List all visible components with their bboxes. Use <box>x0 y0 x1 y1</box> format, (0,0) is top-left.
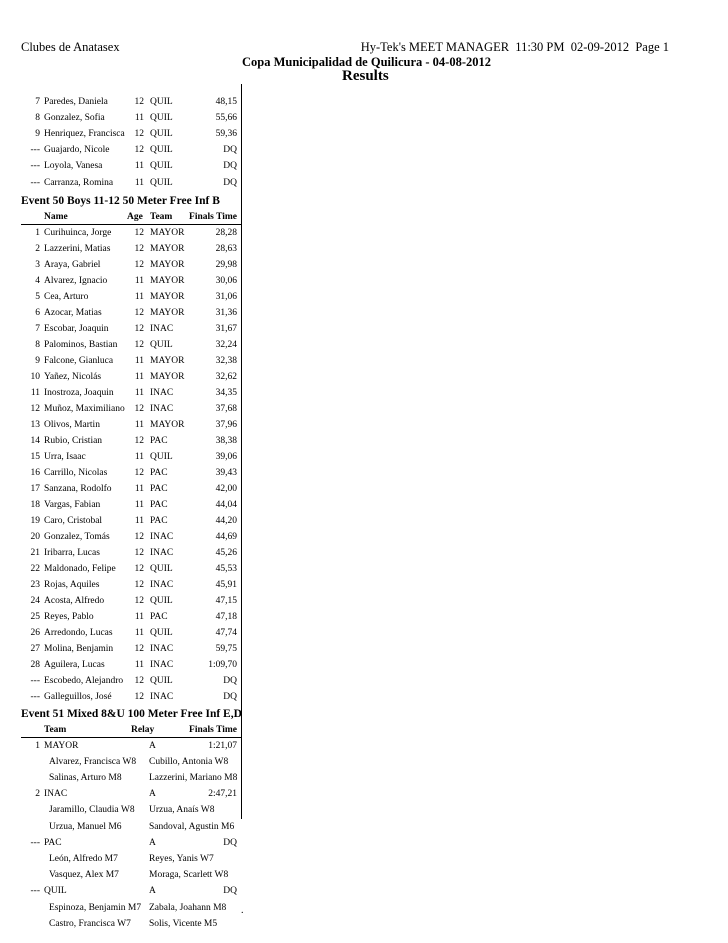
team-cell: INAC <box>150 547 174 558</box>
time-cell: DQ <box>223 145 237 156</box>
age-cell: 11 <box>134 355 144 366</box>
relay-cell: A <box>149 837 156 848</box>
time-cell: 29,98 <box>215 259 237 270</box>
place-cell: 16 <box>30 467 40 478</box>
age-cell: 11 <box>134 515 144 526</box>
time-cell: 38,38 <box>215 435 237 446</box>
age-cell: 11 <box>134 659 144 670</box>
age-cell: 12 <box>134 467 144 478</box>
time-cell: 47,74 <box>215 627 237 638</box>
swimmer-cell: Cubillo, Antonia W8 <box>149 756 229 767</box>
team-cell: MAYOR <box>150 243 185 254</box>
age-cell: 12 <box>134 579 144 590</box>
place-cell: 26 <box>30 627 40 638</box>
time-cell: 37,96 <box>215 419 237 430</box>
team-cell: PAC <box>150 515 168 526</box>
name-cell: Lazzerini, Matias <box>44 243 111 254</box>
team-cell: PAC <box>150 483 168 494</box>
footer-mark: . <box>241 905 244 916</box>
swimmer-cell: Jaramillo, Claudia W8 <box>49 805 135 816</box>
place-cell: 7 <box>35 323 40 334</box>
place-cell: 9 <box>35 129 40 140</box>
time-cell: 59,36 <box>215 129 237 140</box>
age-cell: 11 <box>134 499 144 510</box>
team-cell: MAYOR <box>150 371 185 382</box>
event-51-title: Event 51 Mixed 8&U 100 Meter Free Inf E,D <box>21 707 242 720</box>
header-relay: Relay <box>131 724 155 735</box>
place-cell: 20 <box>30 531 40 542</box>
team-cell: QUIL <box>150 563 173 574</box>
age-cell: 11 <box>134 275 144 286</box>
team-cell: QUIL <box>150 451 173 462</box>
team-cell: QUIL <box>150 595 173 606</box>
age-cell: 11 <box>134 291 144 302</box>
team-cell: MAYOR <box>150 227 185 238</box>
place-cell: 14 <box>30 435 40 446</box>
event-50-title: Event 50 Boys 11-12 50 Meter Free Inf B <box>21 194 220 207</box>
age-cell: 12 <box>134 563 144 574</box>
swimmer-cell: Lazzerini, Mariano M8 <box>149 773 238 783</box>
place-cell: --- <box>30 161 40 172</box>
age-cell: 12 <box>134 307 144 318</box>
name-cell: Caro, Cristobal <box>44 515 103 526</box>
team-cell: MAYOR <box>150 355 185 366</box>
time-cell: DQ <box>223 837 237 848</box>
header-software: Hy-Tek's MEET MANAGER 11:30 PM 02-09-2012 Page 1 <box>360 40 669 54</box>
header-age: Age <box>127 211 143 222</box>
team-cell: QUIL <box>150 145 173 156</box>
time-cell: 44,20 <box>215 515 237 526</box>
place-cell: 28 <box>30 659 40 670</box>
swimmer-cell: Moraga, Scarlett W8 <box>149 870 229 881</box>
time-cell: 1:09,70 <box>208 659 237 670</box>
time-cell: 39,43 <box>215 467 237 478</box>
team-cell: QUIL <box>150 113 173 124</box>
place-cell: 15 <box>30 451 40 462</box>
place-cell: 11 <box>30 387 40 398</box>
time-cell: 59,75 <box>215 643 237 654</box>
name-cell: Maldonado, Felipe <box>44 563 116 574</box>
time-cell: 34,35 <box>215 387 237 398</box>
name-cell: Urra, Isaac <box>44 451 86 462</box>
time-cell: DQ <box>223 691 237 702</box>
team-cell: QUIL <box>150 675 173 686</box>
age-cell: 12 <box>134 675 144 686</box>
place-cell: 12 <box>30 403 40 414</box>
age-cell: 11 <box>134 371 144 382</box>
place-cell: --- <box>30 145 40 156</box>
place-cell: 24 <box>30 595 40 606</box>
team-cell: INAC <box>150 387 174 398</box>
name-cell: Sanzana, Rodolfo <box>44 483 112 494</box>
name-cell: Arredondo, Lucas <box>44 627 113 638</box>
swimmer-cell: Alvarez, Francisca W8 <box>49 756 137 767</box>
team-cell: MAYOR <box>150 259 185 270</box>
swimmer-cell: Urzua, Manuel M6 <box>49 821 122 832</box>
swimmer-cell: Solis, Vicente M5 <box>149 918 218 929</box>
relay-cell: A <box>149 789 156 800</box>
age-cell: 12 <box>134 243 144 254</box>
swimmer-cell: Vasquez, Alex M7 <box>49 870 119 881</box>
age-cell: 11 <box>134 161 144 172</box>
place-cell: 4 <box>35 275 40 286</box>
place-cell: 2 <box>35 789 40 800</box>
name-cell: Carranza, Romina <box>44 177 114 188</box>
place-cell: 8 <box>35 339 40 350</box>
name-cell: Palominos, Bastian <box>44 339 118 350</box>
name-cell: Guajardo, Nicole <box>44 145 110 156</box>
place-cell: 21 <box>30 547 40 558</box>
time-cell: 45,91 <box>215 579 237 590</box>
team-cell: QUIL <box>150 627 173 638</box>
time-cell: 37,68 <box>215 403 237 414</box>
time-cell: 2:47,21 <box>208 789 237 800</box>
name-cell: Azocar, Matias <box>44 307 102 318</box>
time-cell: 42,00 <box>215 483 237 494</box>
swimmer-cell: Zabala, Joahann M8 <box>149 902 227 913</box>
place-cell: 25 <box>30 611 40 622</box>
age-cell: 11 <box>134 177 144 188</box>
swimmer-cell: Espinoza, Benjamin M7 <box>49 902 142 913</box>
time-cell: 1:21,07 <box>208 740 237 751</box>
age-cell: 12 <box>134 435 144 446</box>
time-cell: 28,28 <box>215 227 237 238</box>
name-cell: Curihuinca, Jorge <box>44 227 112 238</box>
time-cell: 55,66 <box>215 113 237 124</box>
age-cell: 12 <box>134 129 144 140</box>
swimmer-cell: Reyes, Yanis W7 <box>149 854 214 864</box>
time-cell: 32,62 <box>215 371 237 382</box>
team-cell: INAC <box>150 691 174 702</box>
team-cell: QUIL <box>150 97 173 107</box>
name-cell: Carrillo, Nicolas <box>44 467 108 478</box>
name-cell: Inostroza, Joaquin <box>44 387 114 398</box>
team-cell: MAYOR <box>150 275 185 286</box>
age-cell: 11 <box>134 387 144 398</box>
time-cell: 28,63 <box>215 243 237 254</box>
event-50-column-headers <box>0 212 241 223</box>
header-underline <box>21 737 241 738</box>
age-cell: 12 <box>134 97 144 107</box>
event-51-column-headers <box>0 725 241 736</box>
team-cell: PAC <box>150 435 168 446</box>
team-cell: PAC <box>150 611 168 622</box>
relay-cell: A <box>149 886 156 897</box>
age-cell: 11 <box>134 483 144 494</box>
age-cell: 12 <box>134 259 144 270</box>
place-cell: 27 <box>30 643 40 654</box>
age-cell: 12 <box>134 403 144 414</box>
name-cell: Henriquez, Francisca <box>44 129 125 140</box>
header-results: Results <box>342 68 389 84</box>
name-cell: Escobar, Joaquin <box>44 323 109 334</box>
name-cell: Cea, Arturo <box>44 291 89 302</box>
age-cell: 12 <box>134 691 144 702</box>
place-cell: 2 <box>35 243 40 254</box>
header-name: Name <box>44 211 68 222</box>
age-cell: 11 <box>134 113 144 124</box>
time-cell: 44,04 <box>215 499 237 510</box>
name-cell: Araya, Gabriel <box>44 259 101 270</box>
team-cell: INAC <box>44 789 68 800</box>
team-cell: QUIL <box>150 177 173 188</box>
team-cell: INAC <box>150 531 174 542</box>
age-cell: 12 <box>134 547 144 558</box>
place-cell: 6 <box>35 307 40 318</box>
time-cell: 31,36 <box>215 307 237 318</box>
name-cell: Falcone, Gianluca <box>44 355 114 366</box>
header-time: Finals Time <box>189 211 237 222</box>
name-cell: Reyes, Pablo <box>44 611 94 622</box>
team-cell: INAC <box>150 643 174 654</box>
place-cell: 23 <box>30 579 40 590</box>
time-cell: 39,06 <box>215 451 237 462</box>
swimmer-cell: Salinas, Arturo M8 <box>49 773 122 783</box>
name-cell: Gonzalez, Tomás <box>44 531 110 542</box>
place-cell: 18 <box>30 499 40 510</box>
time-cell: 32,24 <box>215 339 237 350</box>
name-cell: Molina, Benjamin <box>44 643 114 654</box>
team-cell: MAYOR <box>150 419 185 430</box>
place-cell: 19 <box>30 515 40 526</box>
time-cell: DQ <box>223 886 237 897</box>
age-cell: 12 <box>134 145 144 156</box>
place-cell: --- <box>30 837 40 848</box>
header-time: Finals Time <box>189 724 237 735</box>
header-club: Clubes de Anatasex <box>21 40 120 54</box>
age-cell: 12 <box>134 643 144 654</box>
time-cell: DQ <box>223 177 237 188</box>
name-cell: Escobedo, Alejandro <box>44 675 124 686</box>
team-cell: QUIL <box>150 339 173 350</box>
time-cell: 31,06 <box>215 291 237 302</box>
place-cell: 9 <box>35 355 40 366</box>
name-cell: Acosta, Alfredo <box>44 595 105 606</box>
time-cell: 45,53 <box>215 563 237 574</box>
age-cell: 11 <box>134 627 144 638</box>
header-team: Team <box>44 724 67 735</box>
age-cell: 12 <box>134 531 144 542</box>
name-cell: Gonzalez, Sofia <box>44 113 105 124</box>
place-cell: 5 <box>35 291 40 302</box>
age-cell: 11 <box>134 451 144 462</box>
team-cell: INAC <box>150 403 174 414</box>
time-cell: 48,15 <box>215 97 237 107</box>
name-cell: Yañez, Nicolás <box>44 371 102 382</box>
place-cell: --- <box>30 691 40 702</box>
place-cell: 22 <box>30 563 40 574</box>
name-cell: Alvarez, Ignacio <box>44 275 108 286</box>
swimmer-cell: Urzua, Anaís W8 <box>149 805 215 816</box>
time-cell: 45,26 <box>215 547 237 558</box>
place-cell: 13 <box>30 419 40 430</box>
place-cell: 17 <box>30 483 40 494</box>
place-cell: 1 <box>35 740 40 751</box>
time-cell: DQ <box>223 675 237 686</box>
age-cell: 12 <box>134 323 144 334</box>
swimmer-cell: León, Alfredo M7 <box>49 854 118 864</box>
place-cell: 7 <box>35 97 40 107</box>
name-cell: Olivos, Martin <box>44 419 100 430</box>
name-cell: Rubio, Cristian <box>44 435 103 446</box>
time-cell: 31,67 <box>215 323 237 334</box>
time-cell: DQ <box>223 161 237 172</box>
time-cell: 47,18 <box>215 611 237 622</box>
team-cell: INAC <box>150 579 174 590</box>
name-cell: Paredes, Daniela <box>44 97 108 107</box>
header-team: Team <box>150 211 173 222</box>
age-cell: 12 <box>134 339 144 350</box>
time-cell: 30,06 <box>215 275 237 286</box>
place-cell: 3 <box>35 259 40 270</box>
relay-cell: A <box>149 740 156 751</box>
team-cell: INAC <box>150 659 174 670</box>
name-cell: Iribarra, Lucas <box>44 547 100 558</box>
name-cell: Muñoz, Maximiliano <box>44 403 125 414</box>
team-cell: MAYOR <box>44 740 79 751</box>
header-underline <box>21 224 241 225</box>
place-cell: 10 <box>30 371 40 382</box>
place-cell: --- <box>30 886 40 897</box>
name-cell: Vargas, Fabian <box>44 499 101 510</box>
place-cell: 1 <box>35 227 40 238</box>
time-cell: 44,69 <box>215 531 237 542</box>
name-cell: Loyola, Vanesa <box>44 161 103 172</box>
team-cell: MAYOR <box>150 291 185 302</box>
age-cell: 12 <box>134 227 144 238</box>
name-cell: Rojas, Aquiles <box>44 579 100 590</box>
header-meet: Copa Municipalidad de Quilicura - 04-08-2012 <box>242 55 491 69</box>
team-cell: QUIL <box>150 129 173 140</box>
place-cell: --- <box>30 675 40 686</box>
team-cell: PAC <box>150 467 168 478</box>
age-cell: 11 <box>134 611 144 622</box>
name-cell: Aguilera, Lucas <box>44 659 105 670</box>
swimmer-cell: Sandoval, Agustin M6 <box>149 821 235 832</box>
name-cell: Galleguillos, José <box>44 691 112 702</box>
swimmer-cell: Castro, Francisca W7 <box>49 918 131 929</box>
time-cell: 32,38 <box>215 355 237 366</box>
team-cell: MAYOR <box>150 307 185 318</box>
age-cell: 12 <box>134 595 144 606</box>
team-cell: PAC <box>150 499 168 510</box>
team-cell: QUIL <box>44 886 67 897</box>
team-cell: QUIL <box>150 161 173 172</box>
time-cell: 47,15 <box>215 595 237 606</box>
age-cell: 11 <box>134 419 144 430</box>
team-cell: INAC <box>150 323 174 334</box>
team-cell: PAC <box>44 837 62 848</box>
place-cell: --- <box>30 177 40 188</box>
place-cell: 8 <box>35 113 40 124</box>
